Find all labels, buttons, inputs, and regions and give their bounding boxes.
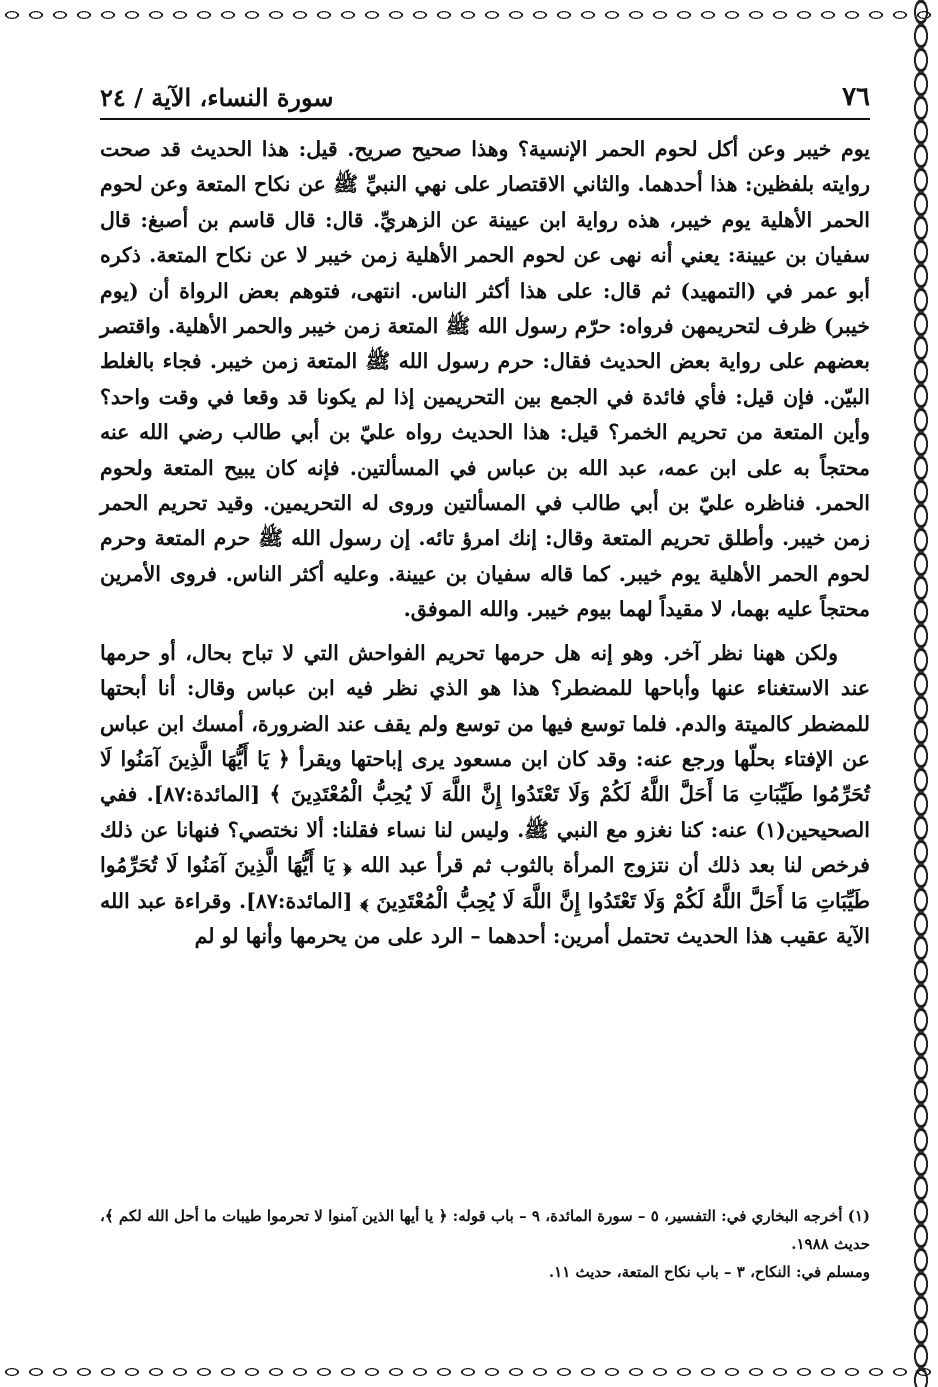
footnote-continuation: ومسلم في: النكاح، ٣ – باب نكاح المتعة، حديث ١١.: [548, 1263, 870, 1281]
footnote-1: (١) أخرجه البخاري في: التفسير، ٥ – سورة المائدة، ٩ – باب قوله: ﴿ يا أيها الذين آمنوا لا تحرموا طيبات ما أحل الله لكم ﴾، حديث ١٩٨٨.: [100, 1207, 871, 1253]
page-header: [100, 72, 870, 120]
footnotes: [100, 1202, 870, 1286]
main-text: [100, 132, 870, 954]
paragraph: ولكن ههنا نظر آخر. وهو إنه هل حرمها تحريم الفواحش التي لا تباح بحال، أو حرمها عند الاستغناء عنها وأباحها للمضطر؟ هذا هو الذي نظر فيه ابن عباس وقال: أنا أبحتها للمضطر كالميتة والدم. فلما توسع فيها من توسع ولم يقف عند الضرورة، أمسك ابن عباس عن الإفتاء بحلّها ورجع عنه: وقد كان ابن مسعود يرى إباحتها ويقرأ ﴿ يَا أَيُّهَا الَّذِينَ آمَنُوا لَا تُحَرِّمُوا طَيِّبَاتِ مَا أَحَلَّ اللَّهُ لَكُمْ وَلَا تَعْتَدُوا إِنَّ اللَّهَ لَا يُحِبُّ الْمُعْتَدِينَ ﴾ [المائدة:٨٧]. ففي الصحيحين(١) عنه: كنا نغزو مع النبي ﷺ. وليس لنا نساء فقلنا: ألا نختصي؟ فنهانا عن ذلك فرخص لنا بعد ذلك أن نتزوج المرأة بالثوب ثم قرأ عبد الله ﴿ يَا أَيُّهَا الَّذِينَ آمَنُوا لَا تُحَرِّمُوا طَيِّبَاتِ مَا أَحَلَّ اللَّهُ لَكُمْ وَلَا تَعْتَدُوا إِنَّ اللَّهَ لَا يُحِبُّ الْمُعْتَدِينَ ﴾ [المائدة:٨٧]. وقراءة عبد الله الآية عقيب هذا الحديث تحتمل أمرين: أحدهما – الرد على من يحرمها وأنها لو لم: [100, 640, 871, 948]
decorative-border-bottom: [0, 1361, 938, 1383]
paragraph: يوم خيبر وعن أكل لحوم الحمر الإنسية؟ وهذا صحيح صريح. قيل: هذا الحديث قد صحت روايته بلفظين: هذا أحدهما. والثاني الاقتصار على نهي النبيِّ ﷺ عن نكاح المتعة وعن لحوم الحمر الأهلية يوم خيبر، هذه رواية ابن عيينة عن الزهريِّ. قال: قال قاسم بن أصبغ: قال سفيان بن عيينة: يعني أنه نهى عن لحوم الحمر الأهلية زمن خيبر لا عن نكاح المتعة. ذكره أبو عمر في (التمهيد) ثم قال: على هذا أكثر الناس. انتهى، فتوهم بعض الرواة أن (يوم خيبر) ظرف لتحريمهن فرواه: حرّم رسول الله ﷺ المتعة زمن خيبر والحمر الأهلية. واقتصر بعضهم على رواية بعض الحديث فقال: حرم رسول الله ﷺ المتعة زمن خيبر. فجاء بالغلط البيّن. فإن قيل: فأي فائدة في الجمع بين التحريمين إذا لم يكونا قد وقعا في وقت واحد؟ وأين المتعة من تحريم الخمر؟ قيل: هذا الحديث رواه عليّ بن أبي طالب رضي الله عنه محتجاً به على ابن عمه، عبد الله بن عباس في المسألتين. فإنه كان يبيح المتعة ولحوم الحمر. فناظره عليّ بن أبي طالب في المسألتين وروى له التحريمين. وقيد تحريم الحمر زمن خيبر. وأطلق تحريم المتعة وقال: إنك امرؤ تائه. إن رسول الله ﷺ حرم المتعة وحرم لحوم الحمر الأهلية يوم خيبر. كما قاله سفيان بن عيينة. وعليه أكثر الناس. فروى الأمرين محتجاً عليه بهما، لا مقيداً لهما بيوم خيبر. والله الموفق.: [100, 137, 870, 622]
book-page: [100, 72, 870, 1352]
decorative-border-right: [910, 0, 932, 1387]
page-number: ٧٦: [842, 82, 870, 112]
running-title: سورة النساء، الآية / ٢٤: [100, 83, 334, 112]
decorative-border-top: [0, 4, 938, 26]
